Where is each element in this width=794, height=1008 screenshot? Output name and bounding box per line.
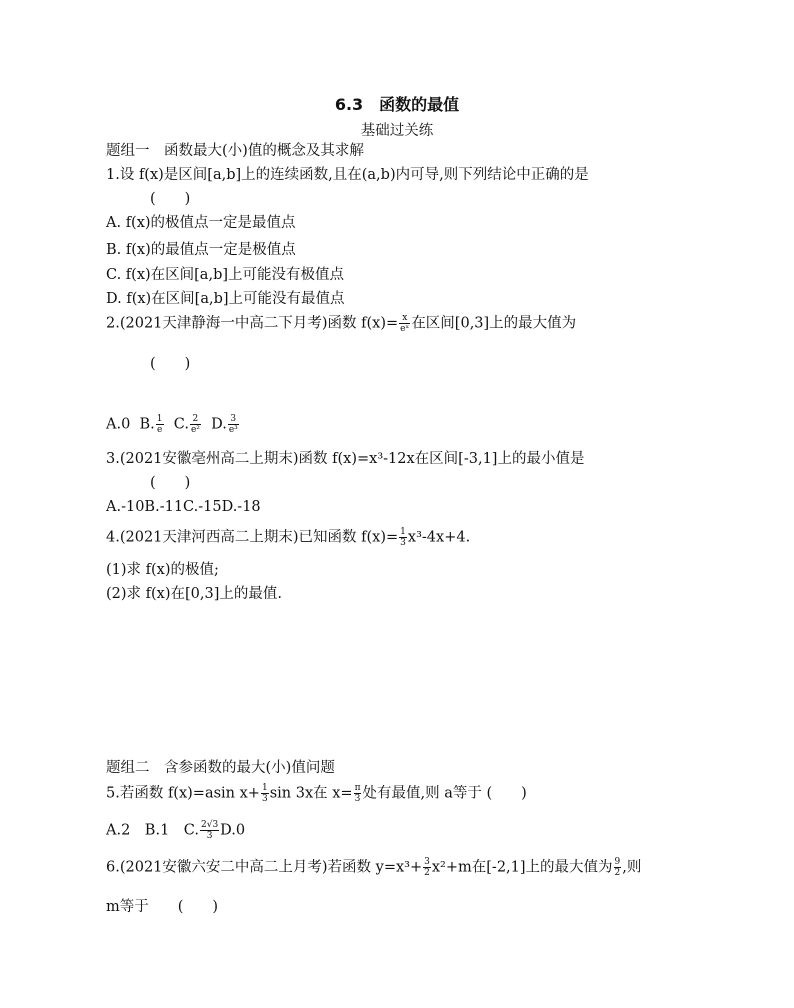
- q4-part-2: (2)求 f(x)在[0,3]上的最值.: [106, 586, 282, 602]
- q6-stem-part-c: ,则: [622, 859, 642, 876]
- q6-stem-part-a: 6.(2021安徽六安二中高二上月考)若函数 y=x³+: [106, 859, 423, 876]
- q2-stem: [106, 313, 576, 334]
- q5-frac1-den: 3: [261, 794, 268, 804]
- q2-option-c-num: 2: [190, 414, 201, 425]
- q4-part-1: (1)求 f(x)的极值;: [106, 562, 219, 578]
- q2-option-c-den: e²: [190, 425, 200, 435]
- q2-option-b-label: B.: [139, 416, 155, 433]
- q6-line-2: m等于 ( ): [106, 899, 219, 915]
- q5-option-c-den: 3: [206, 831, 213, 841]
- q1-option-b: B. f(x)的最值点一定是极值点: [106, 242, 296, 258]
- q5-fraction-1: [261, 783, 269, 804]
- q4-stem-suffix: x³-4x+4.: [407, 529, 471, 546]
- q2-stem-suffix: 在区间[0,3]上的最大值为: [411, 315, 577, 332]
- q3-answer-paren: ( ): [150, 475, 191, 491]
- q2-frac-num: x: [399, 313, 410, 324]
- q2-option-d-frac: [228, 414, 239, 435]
- q2-options: [106, 414, 240, 435]
- q1-option-c: C. f(x)在区间[a,b]上可能没有极值点: [106, 267, 345, 283]
- q5-stem-part-b: sin 3x在 x=: [269, 785, 353, 802]
- q2-option-c-frac: [190, 414, 201, 435]
- q2-stem-prefix: 2.(2021天津静海一中高二下月考)函数 f(x)=: [106, 315, 399, 332]
- q1-answer-paren: ( ): [150, 191, 191, 207]
- q5-options-ab: A.2 B.1 C.: [106, 822, 199, 839]
- q5-option-d: D.0: [220, 822, 246, 839]
- q6-frac2-den: 2: [614, 868, 621, 878]
- q6-frac2-num: 9: [614, 857, 621, 867]
- q5-frac1-num: 1: [261, 783, 268, 793]
- q2-answer-paren: ( ): [150, 356, 191, 372]
- group-heading-2: 题组二 含参函数的最大(小)值问题: [106, 760, 335, 776]
- q1-option-a: A. f(x)的极值点一定是最值点: [106, 215, 296, 231]
- q6-fraction-2: [614, 857, 622, 878]
- q5-options: [106, 820, 245, 841]
- section-subtitle: 基础过关练: [360, 123, 434, 139]
- q3-options: A.-10B.-11C.-15D.-18: [106, 499, 261, 515]
- q2-option-c-label: C.: [173, 416, 189, 433]
- q4-fraction: [399, 527, 407, 548]
- q6-frac1-num: 3: [424, 857, 430, 867]
- q2-option-d-num: 3: [228, 414, 239, 425]
- section-title: 6.3 函数的最值: [334, 95, 460, 114]
- q6-stem: [106, 857, 641, 878]
- q1-stem: 1.设 f(x)是区间[a,b]上的连续函数,且在(a,b)内可导,则下列结论中正确的是: [106, 167, 589, 183]
- q4-stem-prefix: 4.(2021天津河西高二上期末)已知函数 f(x)=: [106, 529, 399, 546]
- q5-stem-part-a: 5.若函数 f(x)=asin x+: [106, 785, 260, 802]
- q6-stem-part-b: x²+m在[-2,1]上的最大值为: [431, 859, 613, 876]
- q5-option-c-num: 2√3: [200, 820, 219, 830]
- q2-option-a: A.0: [106, 416, 131, 433]
- q5-stem-part-c: 处有最值,则 a等于 ( ): [362, 785, 527, 802]
- q6-fraction-1: [423, 857, 431, 878]
- q5-fraction-2: [354, 783, 362, 804]
- group-heading-1: 题组一 函数最大(小)值的概念及其求解: [106, 143, 364, 159]
- q5-frac2-num: π: [354, 783, 361, 793]
- q1-option-d: D. f(x)在区间[a,b]上可能没有最值点: [106, 291, 345, 307]
- q5-stem: [106, 783, 527, 804]
- q2-fraction: [399, 313, 410, 334]
- q3-stem: 3.(2021安徽亳州高二上期末)函数 f(x)=x³-12x在区间[-3,1]上的最小值是: [106, 451, 585, 467]
- q5-frac2-den: 3: [354, 794, 361, 804]
- q4-frac-den: 3: [400, 538, 406, 548]
- q4-frac-num: 1: [400, 527, 406, 537]
- q6-frac1-den: 2: [424, 868, 430, 878]
- q2-option-b-frac: [156, 414, 164, 435]
- q2-option-d-label: D.: [211, 416, 227, 433]
- q2-frac-den: eˣ: [400, 324, 410, 334]
- q2-option-b-num: 1: [156, 414, 163, 424]
- q5-option-c-frac: [200, 820, 219, 841]
- q2-option-b-den: e: [157, 425, 163, 435]
- q2-option-d-den: e³: [228, 425, 238, 435]
- q4-stem: [106, 527, 470, 548]
